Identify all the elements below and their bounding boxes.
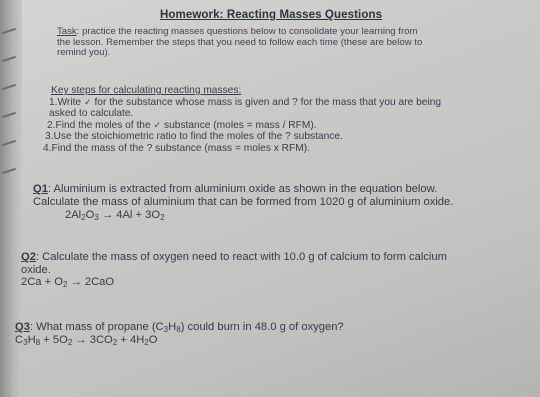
binding-mark	[2, 140, 16, 146]
step-1-text-b: for the substance whose mass is given and ? for the mass that you are being	[94, 96, 442, 108]
q1-label: Q1	[33, 183, 48, 195]
question-1	[33, 183, 533, 222]
binding-mark	[2, 56, 16, 62]
question-2	[21, 251, 536, 289]
binding-mark	[2, 28, 16, 34]
q1-text: : Aluminium is extracted from aluminium oxide as shown in the equation below.	[47, 183, 438, 195]
q1-equation: $2Al_2O_3 \to 4Al + 3O_2$	[65, 209, 165, 223]
step-3: 3.Use the stoichiometric ratio to find the moles of the ? substance.	[45, 131, 343, 143]
q2-label: Q2	[21, 251, 36, 263]
task-instructions	[57, 27, 517, 59]
q3-line-1: Q3: What mass of propane $(C_3H_8)$ could burn in 48.0 g of oxygen?	[15, 321, 344, 335]
q2-line-2: oxide.	[21, 263, 51, 276]
steps-heading-colon: :	[238, 85, 242, 96]
q2-equation: $2Ca + O_2 \to 2CaO$	[21, 276, 115, 290]
step-2	[47, 120, 525, 132]
step-1-text-a: 1.Write	[49, 96, 82, 108]
step-2-text-a: 2.Find the moles of the	[47, 119, 151, 131]
task-line-2: the lesson. Remember the steps that you need to follow each time (these are below to	[57, 36, 423, 48]
question-3	[15, 321, 530, 346]
check-icon: ✓	[83, 96, 92, 107]
step-1	[49, 97, 525, 109]
q1-line-1	[33, 183, 533, 196]
binding-mark	[2, 112, 16, 118]
task-line-1	[57, 27, 517, 38]
key-steps	[45, 85, 525, 155]
task-text: : practice the reacting masses questions below to consolidate your learning from	[76, 26, 418, 37]
check-icon: ✓	[153, 119, 162, 130]
steps-heading	[51, 85, 525, 97]
q3-equation: $C_3H_8 + 5O_2 \to 3CO_2 + 4H_2O$	[15, 333, 158, 347]
step-1-continued: asked to calculate.	[49, 108, 134, 120]
step-4: 4.Find the mass of the ? substance (mass = moles x RFM).	[43, 142, 310, 154]
binding-mark	[2, 168, 16, 174]
task-label: Task	[57, 26, 77, 37]
steps-heading-text: Key steps for calculating reacting masses	[51, 85, 239, 96]
q2-text: : Calculate the mass of oxygen need to react with 10.0 g of calcium to form calcium	[35, 251, 447, 263]
q3-label: Q3	[15, 321, 30, 333]
step-2-text-b: substance (moles = mass / RFM).	[164, 119, 317, 131]
q1-line-2: Calculate the mass of aluminium that can be formed from 1020 g of aluminium oxide.	[33, 195, 454, 208]
page-title: Homework: Reacting Masses Questions	[160, 9, 383, 21]
q2-line-1	[21, 251, 536, 264]
binding-mark	[2, 84, 16, 90]
task-line-3: remind you).	[57, 47, 111, 59]
